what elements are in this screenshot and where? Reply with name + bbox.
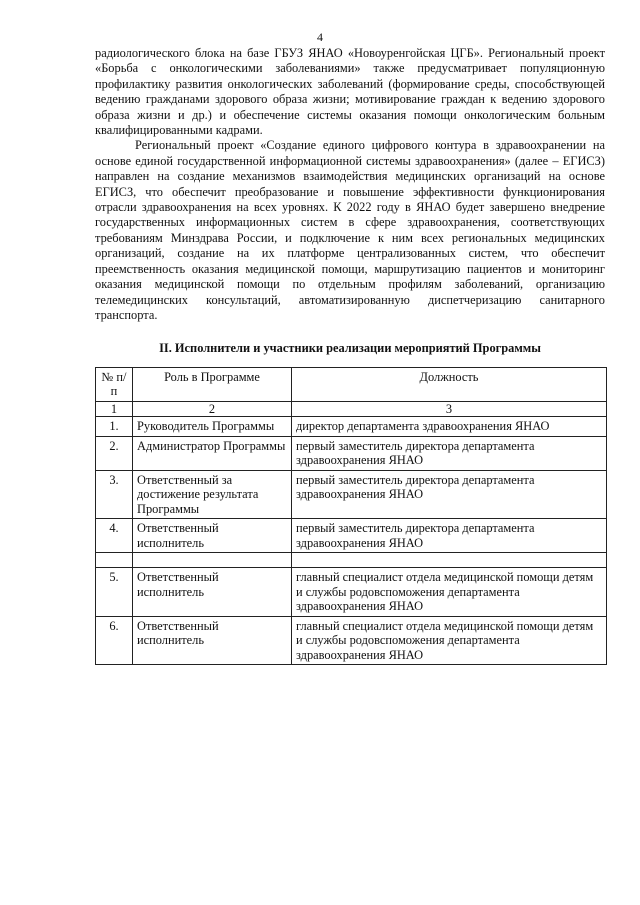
header-position: Должность — [292, 367, 607, 401]
row-position: первый заместитель директора департамента здравоохранения ЯНАО — [292, 436, 607, 470]
header-num: № п/п — [96, 367, 133, 401]
row-number: 3. — [96, 470, 133, 519]
row-role: Ответственный исполнитель — [133, 519, 292, 553]
table-row — [96, 616, 607, 665]
header-role: Роль в Программе — [133, 367, 292, 401]
spacer-cell — [96, 553, 133, 568]
row-role: Ответственный исполнитель — [133, 568, 292, 617]
row-position: первый заместитель директора департамента здравоохранения ЯНАО — [292, 470, 607, 519]
spacer-cell — [292, 553, 607, 568]
spacer-cell — [133, 553, 292, 568]
column-number: 1 — [96, 401, 133, 417]
row-number: 5. — [96, 568, 133, 617]
paragraph-digital-contour: Региональный проект «Создание единого цифрового контура в здравоохранении на основе единой государственной информационной системы здравоохранения» (далее – ЕГИСЗ) направлен на создание механизмов взаимодействия медицинских организаций на основе ЕГИСЗ, что обеспечит преобразование и повышение эффективности функционирования отрасли здравоохранения на всех уровнях. К 2022 году в ЯНАО будет завершено внедрение государственных информационных систем в сфере здравоохранения, соответствующих требованиям Минздрава России, и подключение к ним всех региональных медицинских организаций, создание на их платформе централизованных систем, что обеспечит преемственность оказания медицинской помощи, маршрутизацию пациентов и мониторинг оказания медицинской помощи по отдельным профилям заболеваний, организацию телемедицинских консультаций, автоматизированную диспетчеризацию санитарного транспорта. — [95, 138, 605, 322]
row-position: первый заместитель директора департамента здравоохранения ЯНАО — [292, 519, 607, 553]
column-number: 2 — [133, 401, 292, 417]
table-row — [96, 417, 607, 437]
row-role: Руководитель Программы — [133, 417, 292, 437]
row-position: директор департамента здравоохранения ЯНАО — [292, 417, 607, 437]
row-position: главный специалист отдела медицинской помощи детям и службы родовспоможения департамента здравоохранения ЯНАО — [292, 568, 607, 617]
paragraph-radiology: радиологического блока на базе ГБУЗ ЯНАО «Новоуренгойская ЦГБ». Региональный проект «Борьба с онкологическими заболеваниями» также предусматривает популяционную профилактику развития онкологических заболеваний (формирование среды, способствующей ведению гражданами здорового образа жизни; мотивирование граждан к ведению здорового образа жизни и др.) и обеспечение системы оказания помощи онкологическим больным квалифицированными кадрами. — [95, 46, 605, 138]
row-role: Ответственный за достижение результата Программы — [133, 470, 292, 519]
table-row — [96, 519, 607, 553]
row-role: Ответственный исполнитель — [133, 616, 292, 665]
row-role: Администратор Программы — [133, 436, 292, 470]
table-header-row — [96, 367, 607, 401]
section-heading: II. Исполнители и участники реализации мероприятий Программы — [159, 341, 541, 356]
row-number: 2. — [96, 436, 133, 470]
table-row — [96, 470, 607, 519]
row-number: 6. — [96, 616, 133, 665]
document-body — [95, 46, 605, 665]
row-number: 1. — [96, 417, 133, 437]
table-spacer-row — [96, 553, 607, 568]
column-numbers-row — [96, 401, 607, 417]
table-row — [96, 436, 607, 470]
roles-table — [95, 367, 607, 666]
row-number: 4. — [96, 519, 133, 553]
table-row — [96, 568, 607, 617]
page-number: 4 — [317, 30, 323, 44]
row-position: главный специалист отдела медицинской помощи детям и службы родовспоможения департамента здравоохранения ЯНАО — [292, 616, 607, 665]
column-number: 3 — [292, 401, 607, 417]
